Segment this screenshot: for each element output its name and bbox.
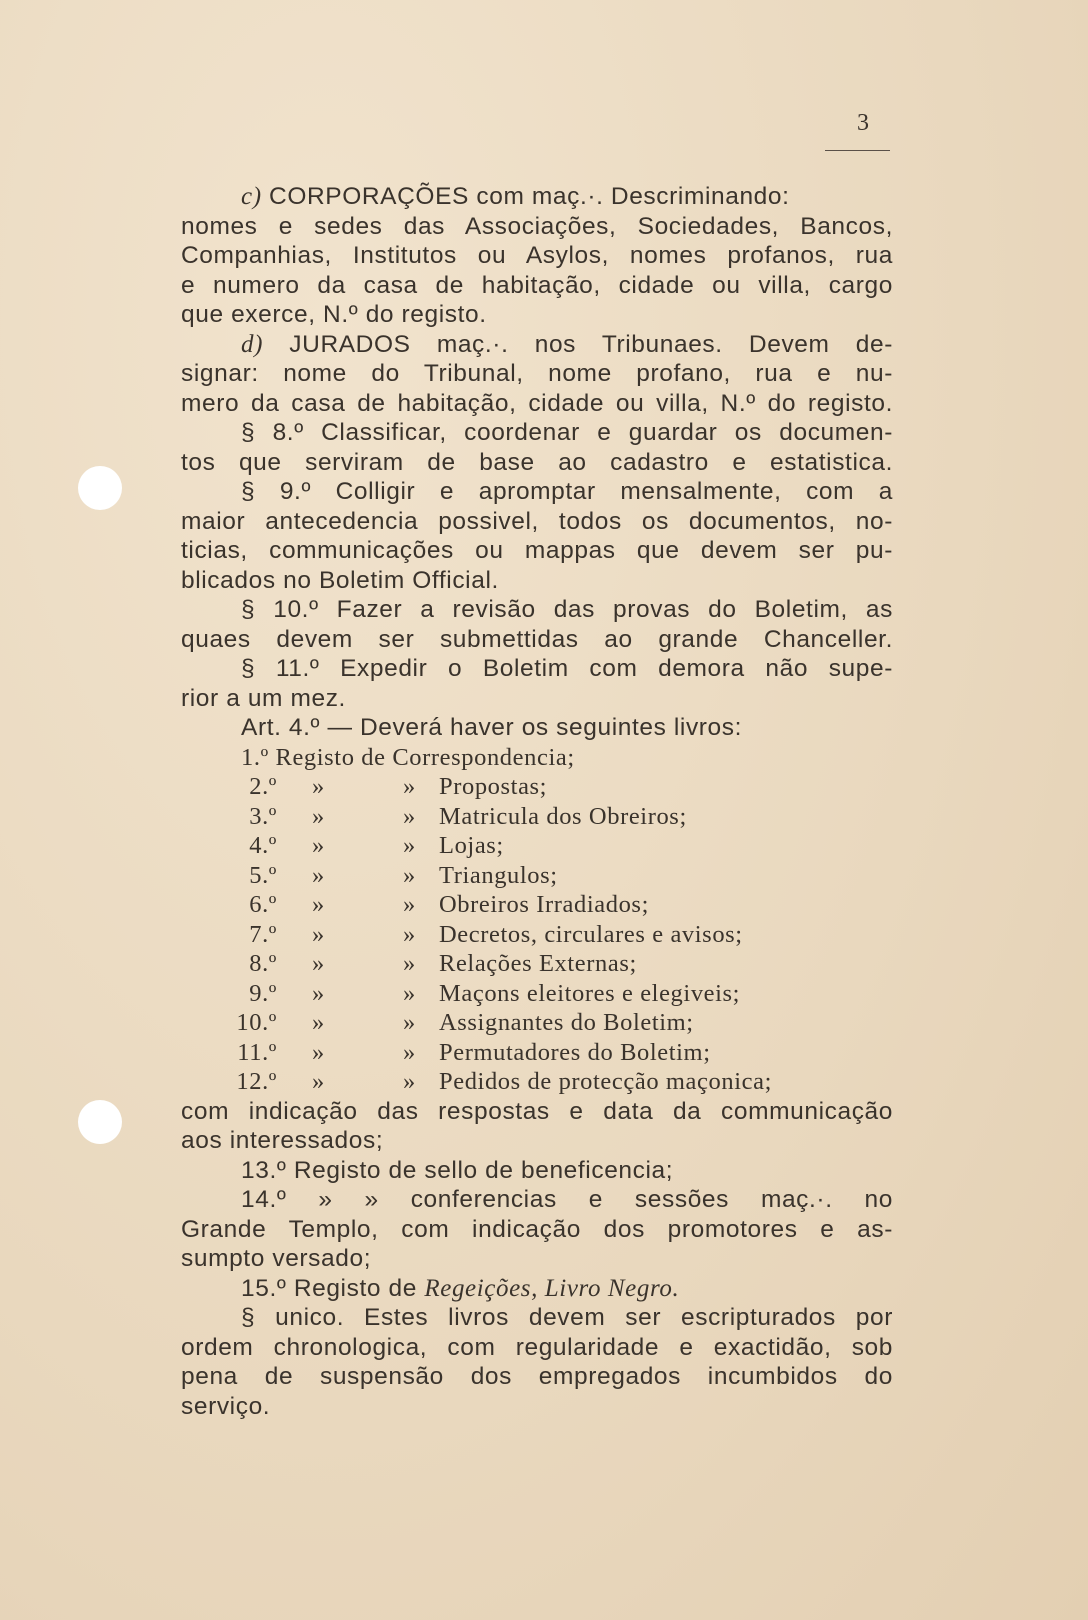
book-list-q1: »: [312, 832, 325, 859]
book-list-name: Triangulos;: [439, 861, 558, 889]
book-list-name: Pedidos de protecção maçonica;: [439, 1068, 772, 1095]
book-list-q1: »: [312, 861, 325, 889]
text-line: Companhias, Institutos ou Asylos, nomes profanos, rua: [181, 242, 893, 269]
book-list-item: [181, 1038, 893, 1068]
page-number: 3: [857, 110, 869, 136]
book-list-name: Propostas;: [439, 773, 548, 800]
text-line: § 8.º Classificar, coordenar e guardar os documen-: [241, 419, 893, 446]
punch-hole-top: [78, 466, 122, 510]
text-line: § 11.º Expedir o Boletim com demora não supe-: [241, 655, 893, 682]
book-list-q2: »: [403, 979, 416, 1007]
book-list-num: 3.º: [249, 802, 277, 830]
book-list-q2: »: [403, 773, 416, 800]
book-list-q2: »: [403, 832, 416, 859]
book-list-q2: »: [403, 1068, 416, 1095]
book-list-name: Lojas;: [439, 832, 504, 859]
book-list-num: 2.º: [249, 773, 277, 800]
book-list-num: 9.º: [249, 979, 277, 1007]
book-list-name: Relações Externas;: [439, 950, 637, 977]
text-line: com indicação das respostas e data da communicação: [181, 1097, 893, 1125]
book-list-name: Decretos, circulares e avisos;: [439, 920, 743, 948]
text-line: maior antecedencia possivel, todos os documentos, no-: [181, 507, 893, 535]
book-list-num: 11.º: [237, 1038, 277, 1066]
book-list-num: 10.º: [236, 1009, 277, 1036]
text-line: e numero da casa de habitação, cidade ou villa, cargo: [181, 271, 893, 299]
text-line: blicados no Boletim Official.: [181, 566, 499, 594]
book-list-q1: »: [312, 1068, 325, 1095]
text-line: que exerce, N.º do registo.: [181, 301, 487, 328]
text-line: sumpto versado;: [181, 1245, 372, 1272]
book-list-q1: »: [312, 1038, 325, 1066]
book-list-q1: »: [312, 979, 325, 1007]
text-line: ordem chronologica, com regularidade e exactidão, sob: [181, 1333, 893, 1361]
text-line: ticias, communicações ou mappas que devem ser pu-: [181, 537, 893, 564]
text-line: 14.º » » conferencias e sessões maç.·. no: [241, 1186, 893, 1213]
book-list-name: Maçons eleitores e elegiveis;: [439, 979, 741, 1007]
text-line: § 10.º Fazer a revisão das provas do Boletim, as: [241, 596, 893, 623]
book-list: [181, 772, 893, 1097]
book-list-q1: »: [312, 802, 325, 830]
text-line: 1.º Registo de Correspondencia;: [241, 743, 575, 771]
book-list-q2: »: [403, 802, 416, 830]
book-list-q1: »: [312, 1009, 325, 1036]
text-line: mero da casa de habitação, cidade ou villa, N.º do registo.: [181, 389, 893, 417]
punch-hole-bottom: [78, 1100, 122, 1144]
book-list-name: Obreiros Irradiados;: [439, 891, 649, 918]
book-list-item: [181, 1008, 893, 1038]
book-list-q2: »: [403, 891, 416, 918]
book-list-item: [181, 1067, 893, 1097]
text-line: signar: nome do Tribunal, nome profano, rua e nu-: [181, 360, 893, 387]
book-list-q2: »: [403, 920, 416, 948]
text-line: rior a um mez.: [181, 684, 346, 712]
book-list-name: Matricula dos Obreiros;: [439, 802, 687, 830]
text-line: serviço.: [181, 1392, 271, 1420]
book-list-num: 7.º: [249, 920, 277, 948]
text-line: 15.º Registo de Regeições, Livro Negro.: [241, 1274, 680, 1302]
book-list-num: 6.º: [249, 891, 277, 918]
book-list-item: [181, 890, 893, 920]
book-list-num: 5.º: [249, 861, 277, 889]
book-list-item: [181, 979, 893, 1009]
book-list-num: 12.º: [236, 1068, 277, 1095]
book-list-q1: »: [312, 920, 325, 948]
page-number-rule: [825, 150, 890, 151]
document-body: [181, 182, 893, 1421]
text-line: aos interessados;: [181, 1127, 384, 1154]
book-list-item: [181, 831, 893, 861]
book-list-q2: »: [403, 950, 416, 977]
book-list-name: Permutadores do Boletim;: [439, 1038, 711, 1066]
book-list-item: [181, 772, 893, 802]
text-line: § 9.º Colligir e apromptar mensalmente, com a: [241, 478, 893, 505]
text-line: c) CORPORAÇÕES com maç.·. Descriminando:: [241, 183, 790, 210]
text-line: quaes devem ser submettidas ao grande Chanceller.: [181, 625, 893, 653]
book-list-item: [181, 861, 893, 891]
text-line: nomes e sedes das Associações, Sociedades, Bancos,: [181, 212, 893, 240]
book-list-name: Assignantes do Boletim;: [439, 1009, 694, 1036]
book-list-item: [181, 920, 893, 950]
book-list-q1: »: [312, 950, 325, 977]
book-list-q1: »: [312, 891, 325, 918]
book-list-q2: »: [403, 1038, 416, 1066]
book-list-q2: »: [403, 1009, 416, 1036]
text-line: Grande Templo, com indicação dos promotores e as-: [181, 1215, 893, 1243]
text-line: Art. 4.º — Deverá haver os seguintes livros:: [241, 714, 743, 741]
text-line: § unico. Estes livros devem ser escripturados por: [241, 1304, 893, 1331]
book-list-item: [181, 802, 893, 832]
book-list-item: [181, 949, 893, 979]
book-list-q2: »: [403, 861, 416, 889]
book-list-num: 4.º: [249, 832, 277, 859]
book-list-q1: »: [312, 773, 325, 800]
text-line: d) JURADOS maç.·. nos Tribunaes. Devem de-: [241, 330, 893, 358]
book-list-num: 8.º: [249, 950, 277, 977]
text-line: 13.º Registo de sello de beneficencia;: [241, 1156, 674, 1184]
text-line: pena de suspensão dos empregados incumbidos do: [181, 1363, 893, 1390]
text-line: tos que serviram de base ao cadastro e estatistica.: [181, 448, 893, 476]
